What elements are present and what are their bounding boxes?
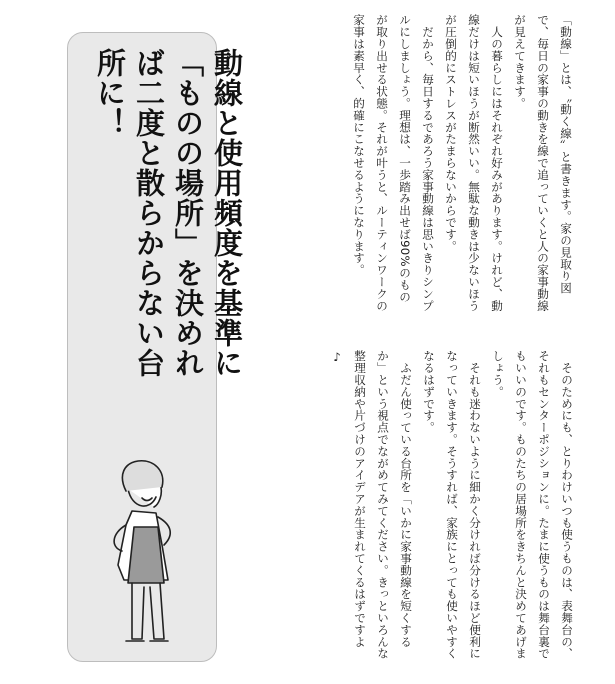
woman-illustration (98, 455, 188, 650)
body-text-upper (227, 14, 577, 314)
paragraph: だから、毎日するであろう家事動線は思いきりシンプルにしましょう。理想は、一歩踏み出せば90%のものが取り出せる状態。それが叶うと、ルーティンワークの家事は素早く、的確にこなせるようになります。 (352, 14, 435, 312)
paragraph: それも迷わないように細かく分ければ分けるほど便利になっていきます。そうすれば、家族にとっても使いやすくなるはずです。 (422, 350, 482, 660)
headline: 動線と使用頻度を基準に「ものの場所」を決めれば二度と散らからない台所に！ (93, 48, 244, 378)
paragraph: そのためにも、とりわけいつも使うものは、表舞台の、それもセンターポジションに。たまに使うものは舞台裏でもいいのです。ものたちの居場所をきちんと決めてあげましょう。 (491, 350, 574, 660)
paragraph: ふだん使っている台所を「いかに家事動線を短くするか」という視点でながめてみてください。きっといろんな整理収納や片づけのアイデアが生まれてくるはずですよ♪ (330, 350, 413, 660)
paragraph: 「動線」とは、〝動く線〟と書きます。家の見取り図で、毎日の家事の動きを線で追っていくと人の家事動線が見えてきます。 (513, 14, 573, 312)
paragraph: 人の暮らしにはそれぞれ好みがあります。けれど、動線だけは短いほうが断然いい。無駄な動きは少ないほうが圧倒的にストレスがたまらないからです。 (444, 14, 504, 312)
body-text-lower (262, 350, 578, 660)
